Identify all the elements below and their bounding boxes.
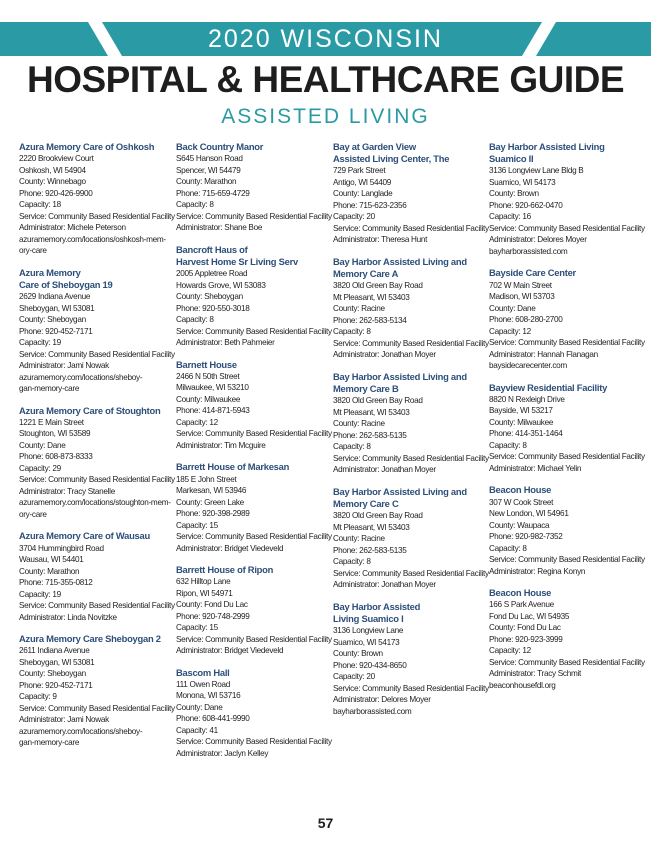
facility-detail: Service: Community Based Residential Facility [176, 326, 332, 336]
facility-listing [176, 358, 332, 452]
facility-detail: Service: Community Based Residential Facility [19, 349, 175, 359]
facility-detail: ory-care [19, 246, 47, 256]
facility-name: Beacon House [489, 484, 552, 496]
facility-detail: Capacity: 8 [489, 543, 527, 553]
facility-detail: County: Sheboygan [176, 292, 243, 302]
facility-detail: Markesan, WI 53946 [176, 486, 247, 496]
facility-detail: County: Langlade [333, 189, 393, 199]
facility-detail: Service: Community Based Residential Facility [333, 223, 489, 233]
facility-detail: Capacity: 9 [19, 692, 57, 702]
facility-detail: County: Brown [333, 649, 383, 659]
section-subtitle: ASSISTED LIVING [221, 105, 430, 128]
facility-detail: azuramemory.com/locations/stoughton-mem- [19, 498, 171, 508]
facility-detail: County: Marathon [19, 566, 80, 576]
facility-detail: County: Milwaukee [489, 417, 554, 427]
facility-detail: Service: Community Based Residential Facility [176, 211, 332, 221]
facility-detail: Suamico, WI 54173 [333, 637, 400, 647]
facility-name: Bascom Hall [176, 666, 230, 678]
facility-detail: Phone: 414-351-1464 [489, 429, 563, 439]
facility-detail: Antigo, WI 54409 [333, 177, 392, 187]
facility-detail: Administrator: Jonathan Moyer [333, 465, 436, 475]
facility-listing [19, 266, 175, 395]
facility-detail: Phone: 920-550-3018 [176, 303, 250, 313]
facility-detail: Service: Community Based Residential Facility [333, 453, 489, 463]
facility-detail: Administrator: Delores Moyer [333, 695, 431, 705]
facility-detail: Phone: 920-662-0470 [489, 200, 563, 210]
facility-detail: Capacity: 8 [176, 315, 214, 325]
facility-listing [176, 564, 332, 657]
facility-detail: 8820 N Rexleigh Drive [489, 394, 565, 404]
facility-detail: azuramemory.com/locations/sheboy- [19, 726, 143, 736]
header-banner [0, 22, 651, 56]
facility-detail: baysidecarecenter.com [489, 361, 567, 371]
facility-detail: azuramemory.com/locations/sheboy- [19, 372, 143, 382]
facility-name: Azura Memory Care of Oshkosh [19, 141, 155, 152]
facility-detail: Service: Community Based Residential Facility [19, 211, 175, 221]
facility-detail: Capacity: 8 [333, 327, 371, 337]
facility-detail: bayharborassisted.com [333, 706, 412, 716]
facility-listing [19, 404, 175, 521]
facility-listing [333, 255, 489, 361]
facility-detail: Phone: 920-452-7171 [19, 326, 93, 336]
facility-detail: Capacity: 8 [333, 442, 371, 452]
facility-detail: Administrator: Michele Peterson [19, 223, 126, 233]
facility-detail: County: Winnebago [19, 177, 86, 187]
facility-listing [333, 600, 489, 717]
facility-detail: 166 S Park Avenue [489, 600, 554, 610]
facility-detail: Bayside, WI 53217 [489, 406, 553, 416]
page-number: 57 [317, 815, 334, 831]
facility-listing [19, 530, 175, 623]
facility-detail: County: Dane [489, 303, 536, 313]
facility-detail: Administrator: Theresa Hunt [333, 235, 428, 245]
banner-title: 2020 WISCONSIN [207, 25, 443, 53]
facility-detail: Service: Community Based Residential Facility [176, 429, 332, 439]
facility-listing [333, 141, 489, 246]
facility-detail: Capacity: 12 [176, 417, 218, 427]
facility-listing [489, 267, 645, 371]
facility-detail: County: Sheboygan [19, 315, 86, 325]
facility-detail: 2466 N 50th Street [176, 371, 240, 381]
facility-name: Bay Harbor Assisted Living and Memory Care C [333, 485, 467, 509]
facility-detail: Howards Grove, WI 53083 [176, 280, 266, 290]
facility-detail: Capacity: 20 [333, 212, 375, 222]
facility-listing [489, 484, 645, 577]
facility-detail: Phone: 414-871-5943 [176, 406, 250, 416]
facility-name: Bay Harbor Assisted Living and Memory Care B [333, 370, 467, 395]
facility-detail: 2005 Appletree Road [176, 269, 248, 279]
facility-listing [176, 141, 332, 234]
facility-detail: Spencer, WI 54479 [176, 165, 241, 175]
listing-column-3 [333, 141, 489, 727]
facility-detail: Phone: 920-982-7352 [489, 532, 563, 542]
facility-detail: Administrator: Beth Pahmeier [176, 338, 275, 348]
facility-detail: Suamico, WI 54173 [489, 177, 556, 187]
facility-detail: County: Milwaukee [176, 394, 241, 404]
facility-detail: Capacity: 18 [19, 200, 61, 210]
facility-detail: gan-memory-care [19, 738, 80, 748]
listing-column-1 [19, 141, 175, 759]
facility-detail: Service: Community Based Residential Facility [176, 532, 332, 542]
facility-detail: Administrator: Jaclyn Kelley [176, 748, 269, 758]
facility-detail: County: Dane [19, 440, 66, 450]
facility-detail: Administrator: Linda Novitzke [19, 612, 117, 622]
facility-detail: 2629 Indiana Avenue [19, 292, 91, 302]
facility-detail: County: Fond Du Lac [489, 623, 561, 633]
facility-detail: Service: Community Based Residential Facility [333, 338, 489, 348]
facility-detail: Mt Pleasant, WI 53403 [333, 522, 410, 532]
facility-detail: Capacity: 20 [333, 672, 375, 682]
facility-detail: Phone: 608-873-8333 [19, 452, 93, 462]
facility-detail: Administrator: Bridget Viedeveld [176, 543, 284, 553]
facility-listing [489, 587, 645, 691]
facility-listing [19, 633, 175, 749]
facility-detail: Mt Pleasant, WI 53403 [333, 292, 410, 302]
facility-detail: Capacity: 29 [19, 463, 61, 473]
facility-detail: beaconhousefdl.org [489, 680, 556, 690]
facility-listing [19, 141, 175, 257]
facility-detail: Phone: 920-398-2989 [176, 509, 250, 519]
facility-detail: 729 Park Street [333, 166, 386, 176]
facility-detail: 3820 Old Green Bay Road [333, 511, 423, 521]
facility-detail: Phone: 920-923-3999 [489, 634, 563, 644]
facility-detail: County: Racine [333, 419, 385, 429]
facility-detail: Service: Community Based Residential Facility [19, 475, 175, 485]
facility-detail: Phone: 262-583-5134 [333, 315, 407, 325]
facility-detail: Administrator: Jonathan Moyer [333, 580, 436, 590]
facility-detail: Phone: 262-583-5135 [333, 430, 407, 440]
facility-detail: County: Green Lake [176, 497, 244, 507]
facility-detail: New London, WI 54961 [489, 509, 569, 519]
facility-name: Barrett House of Markesan [176, 461, 290, 473]
facility-listing [333, 485, 489, 591]
facility-name: Back Country Manor [176, 141, 264, 152]
facility-detail: Monona, WI 53716 [176, 691, 241, 701]
facility-detail: Administrator: Tracy Schmit [489, 669, 581, 679]
facility-detail: Madison, WI 53703 [489, 292, 555, 302]
facility-detail: ory-care [19, 509, 47, 519]
facility-detail: Administrator: Regina Konyn [489, 566, 586, 576]
facility-listing [489, 141, 645, 257]
facility-detail: Phone: 920-452-7171 [19, 680, 93, 690]
facility-name: Barnett House [176, 358, 237, 370]
facility-name: Bayview Residential Facility [489, 381, 608, 393]
facility-detail: Service: Community Based Residential Facility [19, 601, 175, 611]
facility-listing [176, 243, 332, 349]
facility-detail: Administrator: Delores Moyer [489, 235, 587, 245]
facility-detail: Administrator: Hannah Flanagan [489, 349, 598, 359]
facility-detail: 307 W Cook Street [489, 497, 554, 507]
facility-detail: Phone: 715-623-2356 [333, 200, 407, 210]
listing-column-4 [489, 141, 645, 701]
facility-detail: Administrator: Bridget Viedeveld [176, 646, 284, 656]
facility-detail: Service: Community Based Residential Facility [489, 555, 645, 565]
facility-detail: Administrator: Jami Nowak [19, 361, 109, 371]
facility-detail: County: Brown [489, 189, 539, 199]
facility-detail: Phone: 920-748-2999 [176, 611, 250, 621]
facility-detail: 111 Owen Road [176, 679, 231, 689]
facility-detail: Capacity: 41 [176, 725, 218, 735]
page-title: HOSPITAL & HEALTHCARE GUIDE [26, 59, 625, 100]
facility-detail: Phone: 608-280-2700 [489, 315, 563, 325]
facility-detail: Service: Community Based Residential Facility [489, 338, 645, 348]
facility-detail: Administrator: Tracy Stanelle [19, 486, 115, 496]
facility-detail: Phone: 715-355-0812 [19, 578, 93, 588]
facility-name: Bay Harbor Assisted Living Suamico II [489, 141, 605, 165]
facility-detail: 185 E John Street [176, 474, 237, 484]
facility-detail: Capacity: 15 [176, 520, 218, 530]
facility-listing [176, 666, 332, 760]
facility-detail: gan-memory-care [19, 384, 80, 394]
facility-detail: Service: Community Based Residential Facility [489, 657, 645, 667]
facility-detail: Sheboygan, WI 53081 [19, 657, 95, 667]
facility-detail: Administrator: Michael Yelin [489, 463, 582, 473]
facility-detail: Phone: 262-583-5135 [333, 545, 407, 555]
facility-detail: 1221 E Main Street [19, 417, 84, 427]
facility-name: Barrett House of Ripon [176, 564, 274, 576]
facility-detail: Administrator: Shane Boe [176, 223, 263, 233]
facility-detail: 3820 Old Green Bay Road [333, 281, 423, 291]
facility-name: Beacon House [489, 587, 552, 599]
facility-detail: Capacity: 8 [176, 200, 214, 210]
facility-listing [176, 461, 332, 554]
facility-detail: 632 Hilltop Lane [176, 577, 231, 587]
facility-name: Bancroft Haus of Harvest Home Sr Living Serv [176, 243, 298, 267]
facility-detail: Wausau, WI 54401 [19, 555, 84, 565]
facility-name: Bayside Care Center [489, 267, 576, 279]
facility-detail: Administrator: Tim Mcguire [176, 440, 266, 450]
facility-detail: Service: Community Based Residential Facility [176, 634, 332, 644]
facility-detail: Capacity: 8 [489, 440, 527, 450]
facility-detail: 3704 Hummingbird Road [19, 543, 104, 553]
facility-detail: Milwaukee, WI 53210 [176, 383, 249, 393]
facility-detail: Fond Du Lac, WI 54935 [489, 611, 570, 621]
facility-detail: Capacity: 12 [489, 326, 531, 336]
facility-detail: County: Racine [333, 534, 385, 544]
facility-detail: Capacity: 16 [489, 212, 531, 222]
listing-column-2 [176, 141, 332, 769]
facility-detail: Service: Community Based Residential Facility [19, 703, 175, 713]
facility-detail: Mt Pleasant, WI 53403 [333, 407, 410, 417]
facility-name: Azura Memory Care of Wausau [19, 530, 150, 542]
facility-detail: azuramemory.com/locations/oshkosh-mem- [19, 234, 166, 244]
facility-detail: Service: Community Based Residential Facility [333, 683, 489, 693]
facility-detail: Sheboygan, WI 53081 [19, 303, 95, 313]
facility-detail: Service: Community Based Residential Facility [489, 452, 645, 462]
facility-detail: County: Waupaca [489, 520, 550, 530]
facility-detail: Capacity: 19 [19, 338, 61, 348]
facility-detail: 2611 Indiana Avenue [19, 646, 90, 656]
facility-detail: Capacity: 19 [19, 589, 61, 599]
facility-name: Bay Harbor Assisted Living and Memory Care A [333, 255, 467, 280]
facility-detail: County: Sheboygan [19, 669, 86, 679]
facility-detail: Stoughton, WI 53589 [19, 429, 91, 439]
facility-name: Bay Harbor Assisted Living Suamico I [333, 600, 421, 624]
facility-detail: 3136 Longview Lane Bldg B [489, 166, 584, 176]
facility-detail: Administrator: Jami Nowak [19, 715, 109, 725]
facility-detail: Capacity: 8 [333, 557, 371, 567]
facility-detail: 3136 Longview Lane [333, 626, 404, 636]
facility-listing [333, 370, 489, 476]
facility-detail: Phone: 920-426-9900 [19, 188, 93, 198]
facility-name: Bay at Garden View Assisted Living Center, The [333, 141, 450, 165]
facility-detail: Oshkosh, WI 54904 [19, 165, 86, 175]
facility-detail: County: Dane [176, 702, 223, 712]
facility-listing [489, 381, 645, 475]
facility-name: Azura Memory Care of Stoughton [19, 404, 161, 416]
facility-detail: bayharborassisted.com [489, 246, 568, 256]
facility-name: Azura Memory Care Sheboygan 2 [19, 633, 161, 645]
facility-detail: Ripon, WI 54971 [176, 588, 233, 598]
facility-name: Azura Memory Care of Sheboygan 19 [19, 266, 113, 290]
facility-detail: 702 W Main Street [489, 280, 552, 290]
facility-detail: Phone: 920-434-8650 [333, 660, 407, 670]
facility-detail: Capacity: 15 [176, 623, 218, 633]
facility-detail: Phone: 608-441-9990 [176, 714, 250, 724]
facility-detail: County: Marathon [176, 177, 237, 187]
facility-detail: County: Fond Du Lac [176, 600, 248, 610]
facility-detail: County: Racine [333, 304, 385, 314]
facility-detail: 2220 Brookview Court [19, 154, 94, 164]
facility-detail: Phone: 715-659-4729 [176, 188, 250, 198]
facility-detail: Administrator: Jonathan Moyer [333, 350, 436, 360]
facility-detail: 3820 Old Green Bay Road [333, 396, 423, 406]
facility-detail: Service: Community Based Residential Facility [333, 568, 489, 578]
facility-detail: Service: Community Based Residential Facility [489, 223, 645, 233]
facility-detail: Service: Community Based Residential Facility [176, 737, 332, 747]
facility-detail: Capacity: 12 [489, 646, 531, 656]
facility-detail: S645 Hanson Road [176, 154, 243, 164]
